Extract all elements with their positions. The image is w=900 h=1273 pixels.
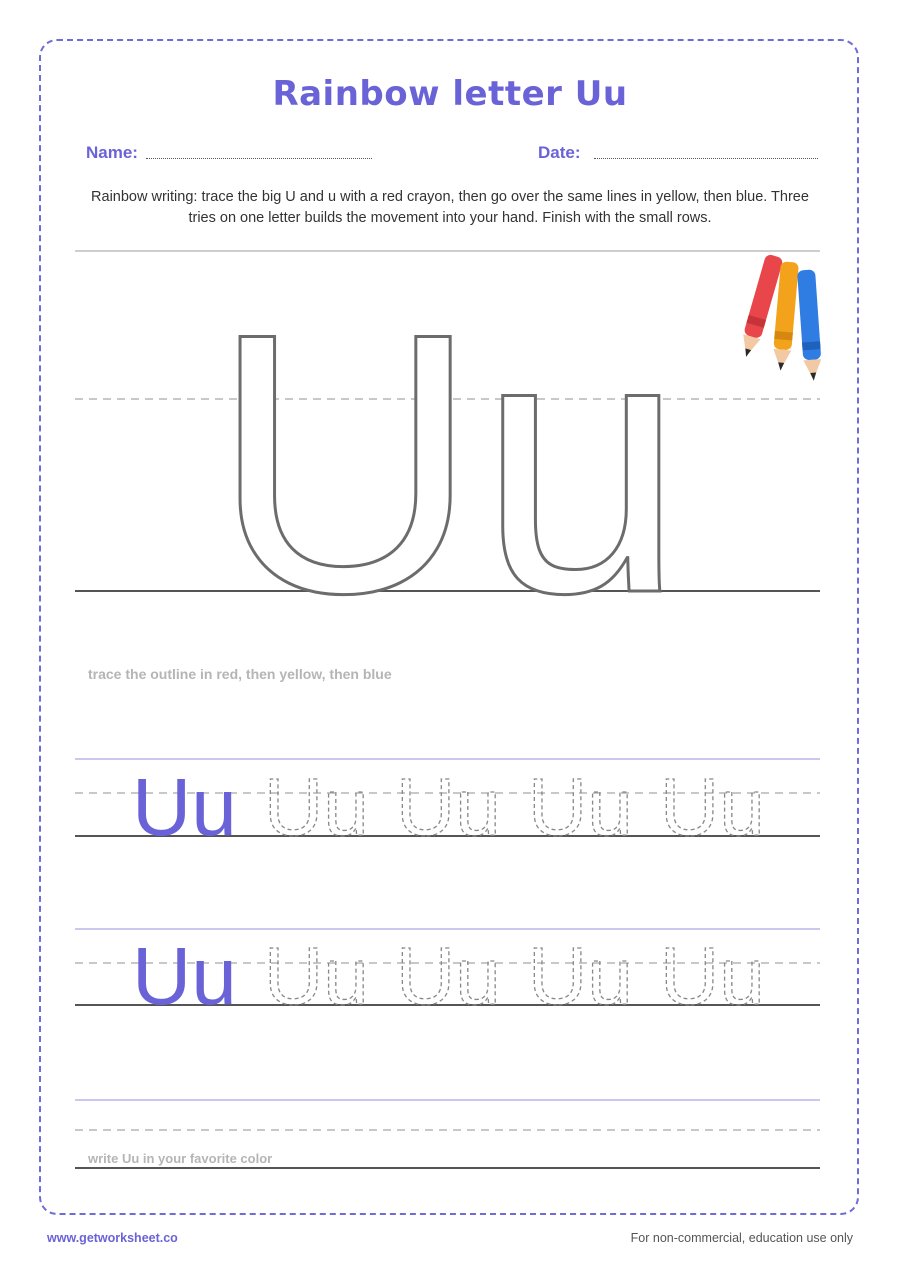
trace-letters[interactable]: Uu — [264, 762, 369, 853]
website-link[interactable]: www.getworksheet.co — [47, 1231, 178, 1245]
trace-letters[interactable]: Uu — [660, 762, 765, 853]
date-label: Date: — [538, 143, 581, 162]
big-outline-letters[interactable]: Uu — [211, 257, 685, 670]
trace-letters[interactable]: Uu — [396, 931, 501, 1022]
trace-letters[interactable]: Uu — [528, 762, 633, 853]
instructions-text: Rainbow writing: trace the big U and u with a red crayon, then go over the same lines in yellow, then blue. Three tries on one letter builds the movement into your hand. Finish with the small rows. — [91, 189, 809, 226]
trace-letters[interactable]: Uu — [396, 762, 501, 853]
model-letters: Uu — [132, 762, 237, 853]
trace-letters[interactable]: Uu — [660, 931, 765, 1022]
trace-letters[interactable]: Uu — [528, 931, 633, 1022]
worksheet-title: Rainbow letter Uu — [272, 74, 628, 114]
model-letters: Uu — [132, 931, 237, 1022]
practice-row-2 — [75, 929, 820, 1022]
crayons-icon — [737, 254, 822, 382]
trace-letters[interactable]: Uu — [264, 931, 369, 1022]
big-trace-hint: trace the outline in red, then yellow, then blue — [88, 666, 392, 682]
license-note: For non-commercial, education use only — [630, 1231, 853, 1245]
free-write-hint: write Uu in your favorite color — [88, 1151, 273, 1166]
name-label: Name: — [86, 143, 138, 162]
practice-row-1 — [75, 759, 820, 853]
